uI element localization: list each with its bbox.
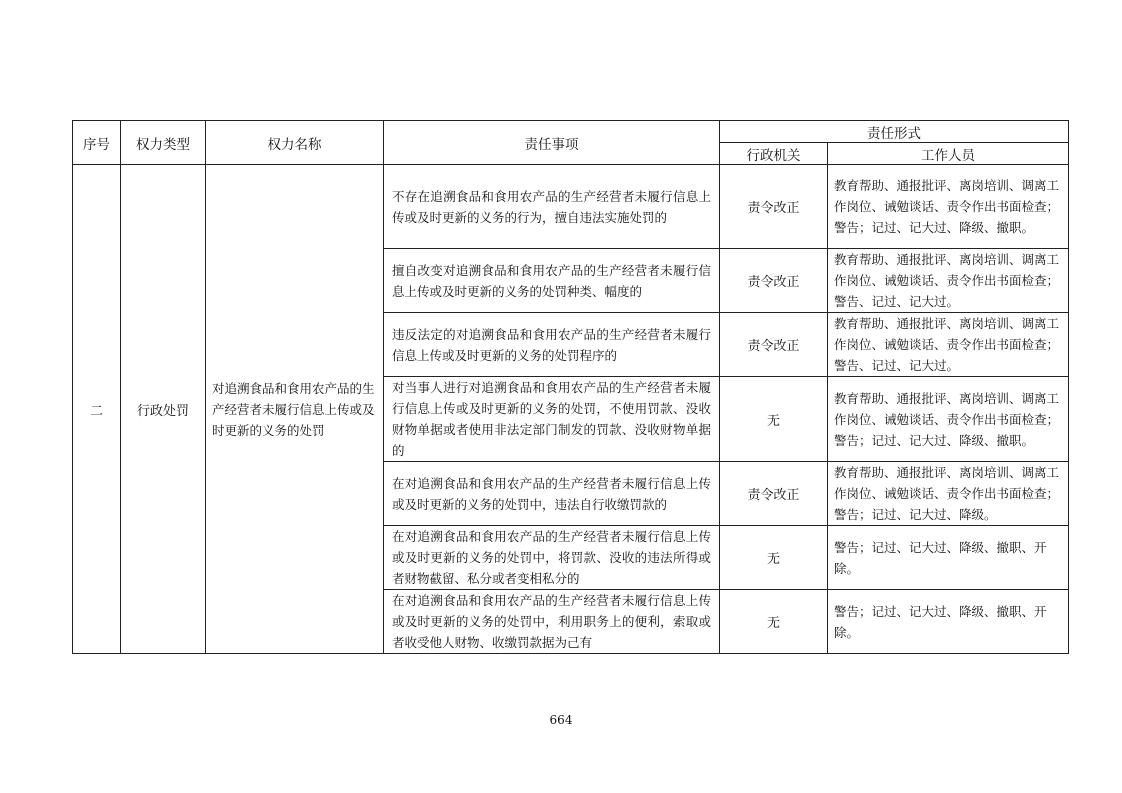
cell-agency: 责令改正 bbox=[720, 313, 828, 377]
cell-agency: 责令改正 bbox=[720, 165, 828, 249]
cell-staff: 教育帮助、通报批评、离岗培训、调离工作岗位、诫勉谈话、责令作出书面检查；警告；记过、记大过、降级。 bbox=[828, 462, 1069, 526]
cell-seq: 二 bbox=[73, 165, 121, 654]
page-number: 664 bbox=[549, 713, 573, 727]
header-staff: 工作人员 bbox=[828, 143, 1069, 165]
cell-responsibility-item: 在对追溯食品和食用农产品的生产经营者未履行信息上传或及时更新的义务的处罚中，违法自行收缴罚款的 bbox=[384, 462, 720, 526]
header-responsibility-item: 责任事项 bbox=[384, 121, 720, 165]
table-row bbox=[73, 165, 1069, 249]
cell-staff: 教育帮助、通报批评、离岗培训、调离工作岗位、诫勉谈话、责令作出书面检查；警告；记过、记大过、降级、撤职。 bbox=[828, 377, 1069, 462]
cell-responsibility-item: 在对追溯食品和食用农产品的生产经营者未履行信息上传或及时更新的义务的处罚中，将罚款、没收的违法所得或者财物截留、私分或者变相私分的 bbox=[384, 526, 720, 590]
cell-responsibility-item: 不存在追溯食品和食用农产品的生产经营者未履行信息上传或及时更新的义务的行为，擅自违法实施处罚的 bbox=[384, 165, 720, 249]
cell-staff: 教育帮助、通报批评、离岗培训、调离工作岗位、诫勉谈话、责令作出书面检查；警告、记过、记大过。 bbox=[828, 249, 1069, 313]
cell-agency: 无 bbox=[720, 377, 828, 462]
cell-power-name: 对追溯食品和食用农产品的生产经营者未履行信息上传或及时更新的义务的处罚 bbox=[206, 165, 384, 654]
cell-staff: 教育帮助、通报批评、离岗培训、调离工作岗位、诫勉谈话、责令作出书面检查；警告、记过、记大过。 bbox=[828, 313, 1069, 377]
header-row-1 bbox=[73, 121, 1069, 143]
cell-staff: 教育帮助、通报批评、离岗培训、调离工作岗位、诫勉谈话、责令作出书面检查；警告；记过、记大过、降级、撤职。 bbox=[828, 165, 1069, 249]
cell-agency: 责令改正 bbox=[720, 462, 828, 526]
cell-staff: 警告；记过、记大过、降级、撤职、开除。 bbox=[828, 526, 1069, 590]
header-seq: 序号 bbox=[73, 121, 121, 165]
cell-responsibility-item: 擅自改变对追溯食品和食用农产品的生产经营者未履行信息上传或及时更新的义务的处罚种类、幅度的 bbox=[384, 249, 720, 313]
header-responsibility-form: 责任形式 bbox=[720, 121, 1069, 143]
cell-responsibility-item: 在对追溯食品和食用农产品的生产经营者未履行信息上传或及时更新的义务的处罚中，利用职务上的便利，索取或者收受他人财物、收缴罚款据为己有 bbox=[384, 590, 720, 654]
header-power-name: 权力名称 bbox=[206, 121, 384, 165]
cell-responsibility-item: 对当事人进行对追溯食品和食用农产品的生产经营者未履行信息上传或及时更新的义务的处罚，不使用罚款、没收财物单据或者使用非法定部门制发的罚款、没收财物单据的 bbox=[384, 377, 720, 462]
cell-power-type: 行政处罚 bbox=[121, 165, 206, 654]
header-power-type: 权力类型 bbox=[121, 121, 206, 165]
cell-agency: 无 bbox=[720, 590, 828, 654]
cell-staff: 警告；记过、记大过、降级、撤职、开除。 bbox=[828, 590, 1069, 654]
cell-agency: 无 bbox=[720, 526, 828, 590]
responsibility-table bbox=[72, 120, 1069, 654]
cell-responsibility-item: 违反法定的对追溯食品和食用农产品的生产经营者未履行信息上传或及时更新的义务的处罚程序的 bbox=[384, 313, 720, 377]
cell-agency: 责令改正 bbox=[720, 249, 828, 313]
header-agency: 行政机关 bbox=[720, 143, 828, 165]
